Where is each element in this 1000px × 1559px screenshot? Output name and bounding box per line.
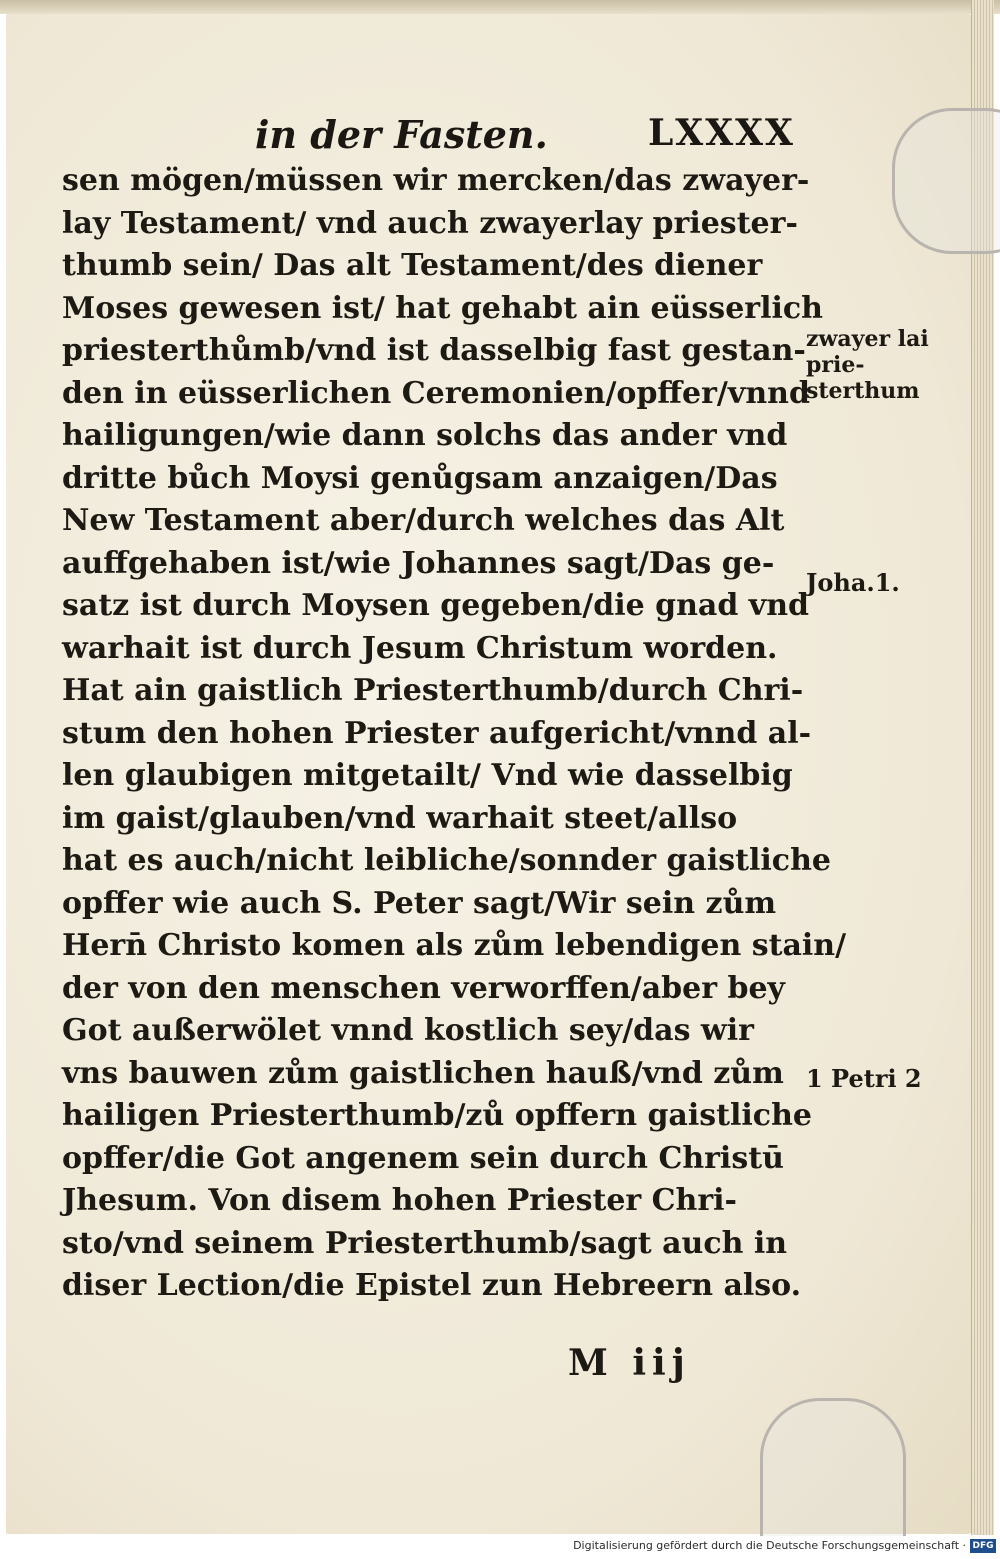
dfg-logo-icon: DFG (970, 1539, 996, 1553)
text-line: Jhesum. Von disem hohen Priester Chri- (62, 1183, 737, 1218)
digitization-credit-text: Digitalisierung gefördert durch die Deutsche Forschungsgemeinschaft · (573, 1539, 966, 1552)
text-line: len glaubigen mitgetailt/ Vnd wie dasselbig (62, 758, 793, 793)
text-line: sen mögen/müssen wir mercken/das zwayer- (62, 163, 810, 198)
digitization-credit-bar (0, 1536, 1000, 1559)
marginal-note-petri: 1 Petri 2 (806, 1064, 922, 1093)
text-line: Moses gewesen ist/ hat gehabt ain eüsserlich (62, 290, 823, 326)
text-line: Hat ain gaistlich Priesterthumb/durch Chri- (62, 673, 804, 708)
text-line: stum den hohen Priester aufgericht/vnnd al- (62, 715, 812, 751)
running-head-title: in der Fasten. (255, 112, 548, 157)
paper-clip-bottom (760, 1398, 906, 1559)
text-line: auffgehaben ist/wie Johannes sagt/Das ge- (62, 545, 775, 581)
text-line: diser Lection/die Epistel zun Hebreern also. (62, 1268, 802, 1303)
body-text (62, 160, 847, 1308)
text-line: dritte bůch Moysi genůgsam anzaigen/Das (62, 460, 778, 496)
text-line: thumb sein/ Das alt Testament/des diener (62, 248, 763, 283)
paper-clip-top (892, 108, 1000, 254)
text-line: Hern̄ Christo komen als zům lebendigen stain/ (62, 928, 847, 963)
text-line: lay Testament/ vnd auch zwayerlay priester- (62, 205, 798, 241)
text-line: den in eüsserlichen Ceremonien/opffer/vnnd (62, 375, 810, 411)
text-line: hat es auch/nicht leibliche/sonnder gaistliche (62, 843, 831, 878)
signature-mark: M iij (568, 1342, 691, 1384)
text-line: New Testament aber/durch welches das Alt (62, 503, 785, 538)
text-line: im gaist/glauben/vnd warhait steet/allso (62, 800, 738, 836)
text-line: sto/vnd seinem Priesterthumb/sagt auch in (62, 1225, 788, 1261)
marginal-note-zwayerlai: zwayer lai prie- sterthum (806, 326, 929, 404)
text-line: Got außerwölet vnnd kostlich sey/das wir (62, 1013, 754, 1048)
text-line: hailigen Priesterthumb/zů opffern gaistliche (62, 1098, 812, 1133)
text-line: vns bauwen zům gaistlichen hauß/vnd zům (62, 1055, 784, 1091)
text-line: priesterthůmb/vnd ist dasselbig fast gestan- (62, 333, 806, 368)
marginal-note-johannes: Joha.1. (806, 568, 900, 597)
text-line: warhait ist durch Jesum Christum worden. (62, 630, 778, 666)
folio-number: LXXXX (647, 112, 795, 154)
book-top-edge (0, 0, 1000, 14)
text-line: der von den menschen verworffen/aber bey (62, 970, 785, 1006)
text-line: opffer/die Got angenem sein durch Christū (62, 1140, 784, 1176)
text-line: opffer wie auch S. Peter sagt/Wir sein zům (62, 885, 777, 921)
text-line: satz ist durch Moysen gegeben/die gnad vnd (62, 588, 809, 623)
text-line: hailigungen/wie dann solchs das ander vnd (62, 418, 788, 453)
